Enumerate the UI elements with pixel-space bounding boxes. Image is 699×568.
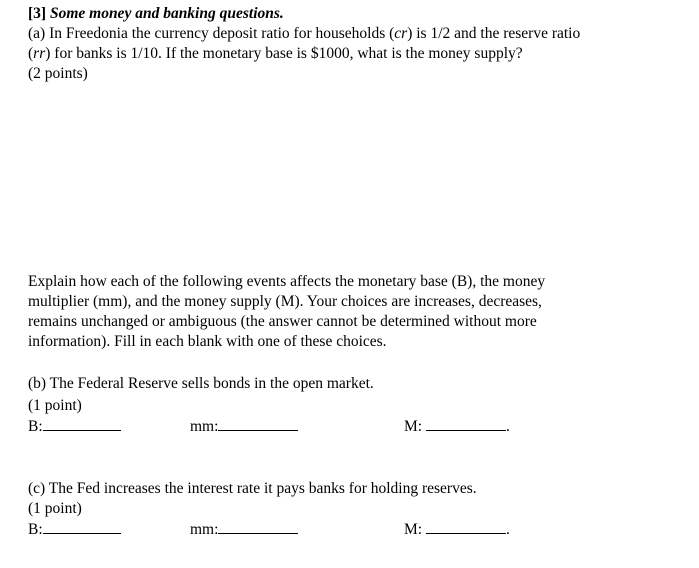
end-period: . bbox=[505, 521, 510, 538]
b-label: B: bbox=[28, 418, 43, 435]
b-blank[interactable] bbox=[43, 519, 121, 534]
cr-symbol: cr bbox=[394, 25, 408, 42]
part-b-points: (1 point) bbox=[28, 397, 82, 414]
part-b-b-answer bbox=[28, 416, 121, 437]
instructions-line-3: remains unchanged or ambiguous (the answer cannot be determined without more bbox=[28, 313, 537, 330]
part-b-m-answer bbox=[404, 416, 510, 437]
part-c-points: (1 point) bbox=[28, 500, 82, 517]
part-b-mm-answer bbox=[190, 416, 298, 437]
part-c-mm-answer bbox=[190, 519, 298, 540]
part-a-line-1: (a) In Freedonia the currency deposit ratio for households (cr) is 1/2 and the reserve ratio bbox=[28, 25, 581, 42]
part-a-points: (2 points) bbox=[28, 65, 88, 82]
mm-blank[interactable] bbox=[218, 519, 298, 534]
instructions-line-1: Explain how each of the following events affects the monetary base (B), the money bbox=[28, 273, 546, 290]
mm-label: mm: bbox=[190, 521, 219, 538]
m-label: M: bbox=[404, 521, 423, 538]
question-number: [3] bbox=[28, 5, 47, 22]
instructions-line-2: multiplier (mm), and the money supply (M). Your choices are increases, decreases, bbox=[28, 293, 542, 310]
rr-symbol: rr bbox=[33, 45, 46, 62]
part-c-question: (c) The Fed increases the interest rate it pays banks for holding reserves. bbox=[28, 480, 477, 497]
question-header bbox=[28, 4, 284, 24]
m-blank[interactable] bbox=[426, 519, 506, 534]
instructions-line-4: information). Fill in each blank with one of these choices. bbox=[28, 333, 387, 350]
part-c-b-answer bbox=[28, 519, 121, 540]
m-label: M: bbox=[404, 418, 423, 435]
b-label: B: bbox=[28, 521, 43, 538]
end-period: . bbox=[505, 418, 510, 435]
part-b-question: (b) The Federal Reserve sells bonds in the open market. bbox=[28, 375, 374, 392]
part-c-m-answer bbox=[404, 519, 510, 540]
mm-blank[interactable] bbox=[218, 416, 298, 431]
part-a-line-2: (rr) for banks is 1/10. If the monetary base is $1000, what is the money supply? bbox=[28, 45, 523, 62]
mm-label: mm: bbox=[190, 418, 219, 435]
b-blank[interactable] bbox=[43, 416, 121, 431]
question-title: Some money and banking questions. bbox=[49, 5, 284, 22]
m-blank[interactable] bbox=[426, 416, 506, 431]
